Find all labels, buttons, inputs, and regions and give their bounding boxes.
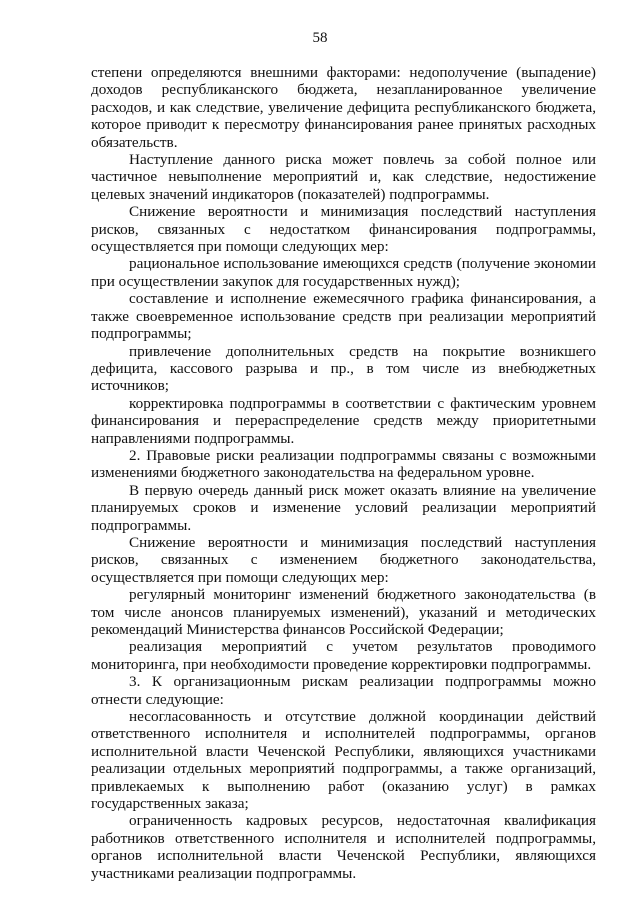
paragraph: Снижение вероятности и минимизация последствий наступления рисков, связанных с недостатком финансирования подпрограммы, осуществляется при помощи следующих мер: [91, 203, 596, 256]
list-item: реализация мероприятий с учетом результатов проводимого мониторинга, при необходимости проведение корректировки подпрограммы. [91, 638, 596, 673]
paragraph: Снижение вероятности и минимизация последствий наступления рисков, связанных с изменением бюджетного законодательства, осуществляется при помощи следующих мер: [91, 533, 596, 586]
list-item: привлечение дополнительных средств на покрытие возникшего дефицита, кассового разрыва и пр., в том числе из внебюджетных источников; [91, 342, 596, 395]
paragraph: 2. Правовые риски реализации подпрограммы связаны с возможными изменениями бюджетного законодательства на федеральном уровне. [91, 446, 596, 482]
page-number: 58 [312, 30, 328, 46]
list-item: ограниченность кадровых ресурсов, недостаточная квалификация работников ответственного исполнителя и исполнителей подпрограммы, органов исполнительной власти Чеченской Республики, являющихся участниками реализации подпрограммы. [91, 812, 596, 882]
list-item: несогласованность и отсутствие должной координации действий ответственного исполнителя и исполнителей подпрограммы, органов исполнительной власти Чеченской Республики, являющихся участниками реализации отдельных мероприятий подпрограммы, а также организаций, привлекаемых к выполнению работ (оказанию услуг) в рамках государственных заказа; [91, 708, 596, 813]
list-item: регулярный мониторинг изменений бюджетного законодательства (в том числе анонсов планируемых изменений), указаний и методических рекомендаций Министерства финансов Российской Федерации; [91, 586, 596, 638]
list-item: составление и исполнение ежемесячного графика финансирования, а также своевременное использование средств при реализации мероприятий подпрограммы; [91, 290, 596, 343]
list-item: корректировка подпрограммы в соответствии с фактическим уровнем финансирования и перераспределение средств между приоритетными направлениями подпрограммы. [91, 394, 596, 447]
paragraph: В первую очередь данный риск может оказать влияние на увеличение планируемых сроков и изменение условий реализации мероприятий подпрограммы. [91, 481, 596, 534]
list-item: рациональное использование имеющихся средств (получение экономии при осуществлении закупок для государственных нужд); [91, 255, 596, 290]
document-body [91, 64, 596, 882]
paragraph: степени определяются внешними факторами: недополучение (выпадение) доходов республиканского бюджета, незапланированное увеличение расходов, и как следствие, увеличение дефицита республиканского бюджета, которое приводит к пересмотру финансирования ранее принятых расходных обязательств. [91, 64, 596, 151]
paragraph: 3. К организационным рискам реализации подпрограммы можно отнести следующие: [91, 673, 596, 708]
paragraph: Наступление данного риска может повлечь за собой полное или частичное невыполнение мероприятий и, как следствие, недостижение целевых значений индикаторов (показателей) подпрограммы. [91, 151, 596, 203]
